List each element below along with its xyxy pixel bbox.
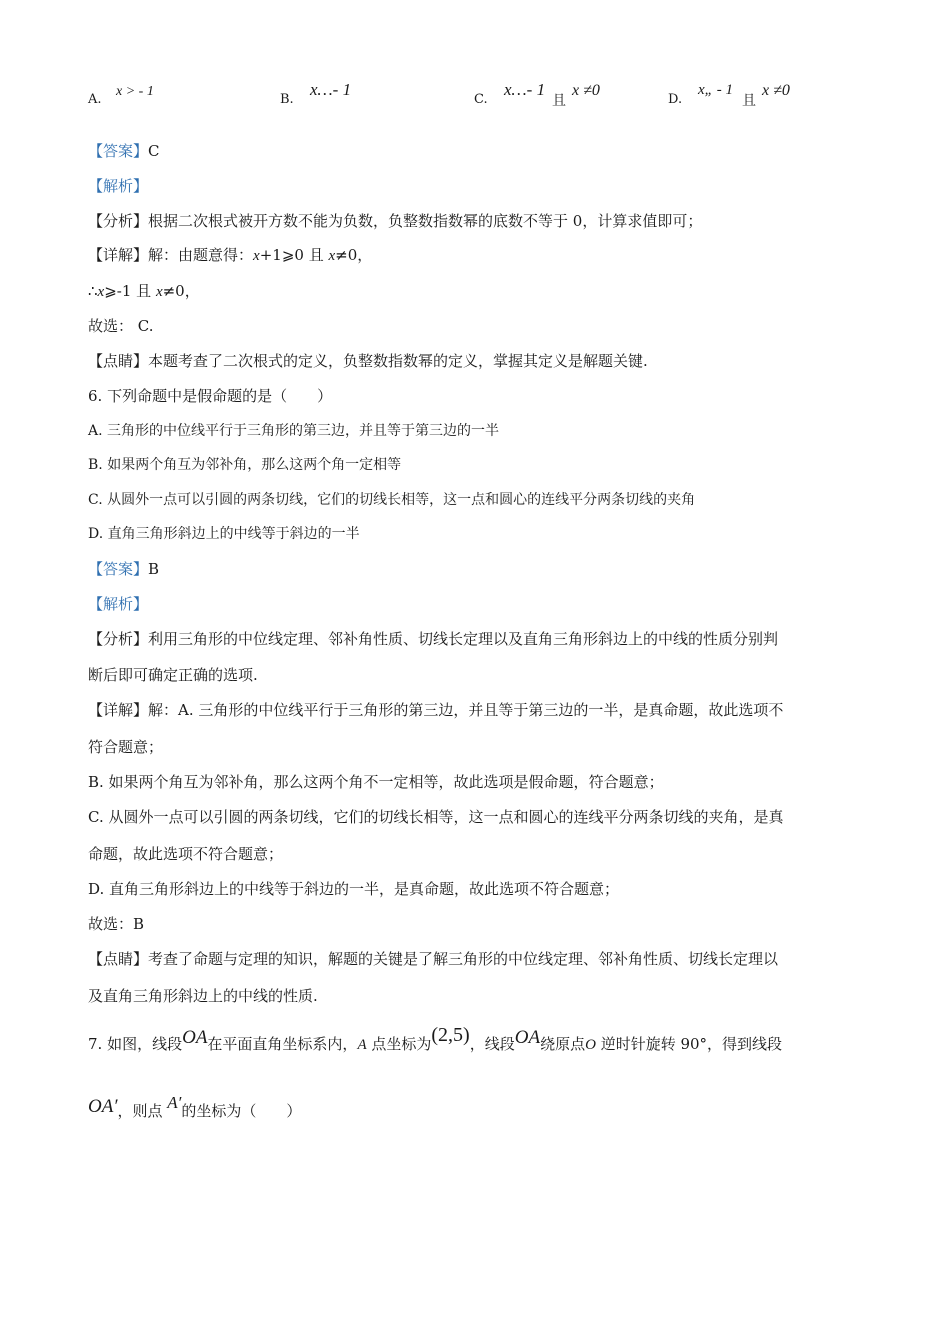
detail-line — [88, 700, 783, 720]
therefore-line — [88, 281, 200, 302]
detail-line — [88, 844, 283, 864]
math-coordinate: (2,5) — [431, 1024, 470, 1046]
answer-line — [88, 141, 160, 161]
math-x: x — [97, 284, 105, 300]
fenxi-text: 断后即可确定正确的选项. — [88, 666, 258, 684]
option-condition: x ≠0 — [762, 82, 790, 99]
detail-tag: 【详解】 — [88, 701, 149, 719]
fenxi-text: 利用三角形的中位线定理、邻补角性质、切线长定理以及直角三角形斜边上的中线的性质分别判 — [148, 630, 779, 648]
detail-text: D. 直角三角形斜边上的中线等于斜边的一半，是真命题，故此选项不符合题意； — [88, 880, 620, 898]
detail-prefix: 解：由题意得： — [148, 246, 254, 264]
math-a: A — [357, 1037, 367, 1053]
detail-end: ≠0， — [335, 246, 373, 264]
option-letter: D. — [668, 92, 683, 107]
q6-option-b — [88, 455, 401, 475]
detail-line — [88, 807, 783, 827]
math-o: O — [585, 1037, 596, 1053]
dianjing-tag: 【点睛】 — [88, 950, 149, 968]
option-expression: x > - 1 — [116, 84, 154, 99]
dianjing-text: 考查了命题与定理的知识，解题的关键是了解三角形的中位线定理、邻补角性质、切线长定理以 — [148, 950, 779, 968]
therefore-mid: ⩾-1 且 — [104, 282, 156, 300]
detail-text: 解：A. 三角形的中位线平行于三角形的第三边，并且等于第三边的一半，是真命题，故此选项不 — [148, 701, 784, 719]
dianjing-line — [88, 351, 648, 371]
fenxi-line-2 — [88, 665, 258, 685]
analysis-heading — [88, 594, 148, 614]
detail-line — [88, 879, 619, 899]
choose-text: 故选： C. — [88, 317, 154, 335]
answer-line — [88, 559, 159, 579]
question-7-stem-2 — [88, 1094, 301, 1128]
option-text: A. 三角形的中位线平行于三角形的第三边，并且等于第三边的一半 — [88, 423, 500, 439]
question-6-stem — [88, 386, 332, 406]
stem-text: 的坐标为（ ） — [181, 1102, 302, 1120]
option-expression: x…- 1 — [504, 80, 546, 99]
fenxi-line — [88, 629, 778, 649]
therefore-symbol: ∴ — [88, 282, 98, 300]
choose-line — [88, 316, 153, 336]
detail-text: B. 如果两个角互为邻补角，那么这两个角不一定相等，故此选项是假命题，符合题意； — [88, 773, 664, 791]
detail-tag: 【详解】 — [88, 246, 149, 264]
detail-text: 命题，故此选项不符合题意； — [88, 845, 284, 863]
option-letter: C. — [474, 92, 488, 107]
choose-text: 故选：B — [88, 915, 145, 933]
math-oa: OA — [514, 1027, 541, 1048]
fenxi-tag: 【分析】 — [88, 630, 149, 648]
choose-line — [88, 914, 144, 934]
answer-value: B — [148, 560, 160, 578]
dianjing-line — [88, 949, 778, 969]
option-expression: x…- 1 — [310, 80, 352, 99]
analysis-heading — [88, 176, 148, 196]
math-a-prime: A′ — [167, 1093, 182, 1112]
option-text: C. 从圆外一点可以引圆的两条切线，它们的切线长相等，这一点和圆心的连线平分两条切线的夹角 — [88, 492, 696, 508]
option-condition: x ≠0 — [572, 82, 600, 99]
math-oa-prime: OA′ — [88, 1096, 118, 1117]
dianjing-line-2 — [88, 986, 318, 1006]
math-x: x — [155, 284, 163, 300]
detail-text: 符合题意； — [88, 738, 164, 756]
stem-text: 逆时针旋转 90°，得到线段 — [595, 1035, 783, 1053]
answer-tag: 【答案】 — [88, 142, 149, 160]
detail-line — [88, 737, 163, 757]
option-letter: B. — [280, 92, 294, 107]
fenxi-text: 根据二次根式被开方数不能为负数，负整数指数幂的底数不等于 0，计算求值即可； — [148, 212, 703, 230]
stem-text: ，线段 — [469, 1035, 515, 1053]
detail-line — [88, 772, 664, 792]
q6-option-a — [88, 421, 499, 441]
question-7-stem — [88, 1026, 782, 1062]
option-letter: A. — [88, 92, 102, 107]
detail-mid: +1⩾0 且 — [259, 246, 329, 264]
fenxi-line — [88, 211, 702, 231]
detail-text: C. 从圆外一点可以引圆的两条切线，它们的切线长相等，这一点和圆心的连线平分两条切线的夹角，是真 — [88, 808, 784, 826]
answer-tag: 【答案】 — [88, 560, 149, 578]
dianjing-text: 及直角三角形斜边上的中线的性质. — [88, 987, 318, 1005]
q6-option-c — [88, 490, 695, 510]
fenxi-tag: 【分析】 — [88, 212, 149, 230]
option-expression: x„ - 1 — [698, 82, 733, 98]
dianjing-tag: 【点睛】 — [88, 352, 149, 370]
math-x: x — [328, 248, 336, 264]
therefore-end: ≠0， — [162, 282, 200, 300]
detail-line — [88, 245, 372, 266]
stem-text: 点坐标为 — [366, 1035, 432, 1053]
question-stem-text: 6. 下列命题中是假命题的是（ ） — [88, 387, 333, 405]
analysis-tag: 【解析】 — [88, 595, 149, 613]
stem-text: 在平面直角坐标系内， — [207, 1035, 358, 1053]
and-label: 且 — [742, 93, 756, 109]
stem-text: ，则点 — [117, 1102, 168, 1120]
analysis-tag: 【解析】 — [88, 177, 149, 195]
stem-text: 绕原点 — [540, 1035, 586, 1053]
option-text: B. 如果两个角互为邻补角，那么这两个角一定相等 — [88, 457, 402, 473]
and-label: 且 — [552, 93, 566, 109]
math-oa: OA — [182, 1027, 208, 1048]
stem-text: 7. 如图，线段 — [88, 1035, 183, 1053]
q6-option-d — [88, 524, 360, 544]
option-text: D. 直角三角形斜边上的中线等于斜边的一半 — [88, 526, 360, 542]
dianjing-text: 本题考查了二次根式的定义，负整数指数幂的定义，掌握其定义是解题关键. — [148, 352, 648, 370]
answer-value: C — [148, 142, 160, 160]
math-x: x — [253, 248, 260, 264]
